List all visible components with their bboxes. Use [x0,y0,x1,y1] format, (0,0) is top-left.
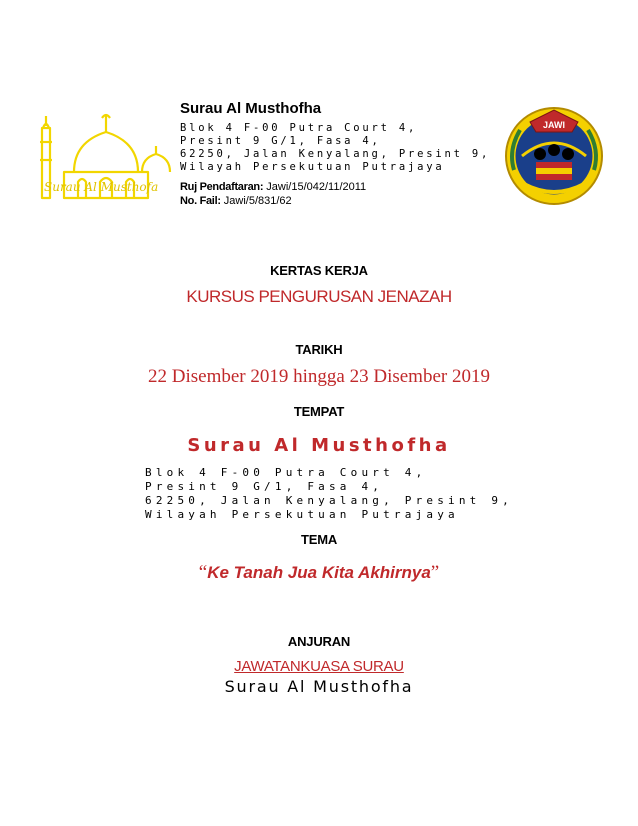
venue-label: TEMPAT [293,404,345,419]
organizer-label: ANJURAN [287,634,351,649]
letterhead-text [180,100,500,208]
venue-address-line: Blok 4 F-00 Putra Court 4, [145,466,427,479]
theme-close-quote: ” [430,562,440,583]
organizer-committee: JAWATANKUASA SURAU [234,658,404,675]
mosque-logo-text: Surau Al Musthofa [44,180,159,194]
letterhead-address-line: Presint 9 G/1, Fasa 4, [180,135,381,147]
event-title: KURSUS PENGURUSAN JENAZAH [186,287,452,306]
file-label: No. Fail: [180,195,221,207]
venue-address-line: Presint 9 G/1, Fasa 4, [145,480,384,493]
venue-address-line: Wilayah Persekutuan Putrajaya [145,508,459,521]
registration-label: Ruj Pendaftaran: [180,181,264,193]
registration-value: Jawi/15/042/11/2011 [266,181,367,193]
venue-name: Surau Al Musthofha [187,435,451,456]
letterhead-address-line: 62250, Jalan Kenyalang, Presint 9, [180,148,491,160]
jawi-crest-icon [500,100,608,208]
letterhead-title: Surau Al Musthofha [180,100,322,117]
letterhead-address-line: Blok 4 F-00 Putra Court 4, [180,122,418,134]
registration-number [180,180,500,194]
venue-address-line: 62250, Jalan Kenyalang, Presint 9, [145,494,513,507]
theme-label: TEMA [300,532,338,547]
organizer-name: Surau Al Musthofha [224,677,414,696]
letterhead-address-line: Wilayah Persekutuan Putrajaya [180,161,445,173]
letterhead [0,90,638,220]
document-type-label: KERTAS KERJA [270,263,368,278]
theme-open-quote: “ [198,562,208,583]
mosque-logo-icon [34,102,176,214]
theme-text: Ke Tanah Jua Kita Akhirnya [207,563,431,582]
venue-address [145,466,625,522]
date-label: TARIKH [295,342,343,357]
file-number [180,194,500,208]
jawi-label: JAWI [542,120,566,130]
file-value: Jawi/5/831/62 [223,195,292,207]
date-value: 22 Disember 2019 hingga 23 Disember 2019 [148,366,490,387]
theme-value [0,562,638,584]
